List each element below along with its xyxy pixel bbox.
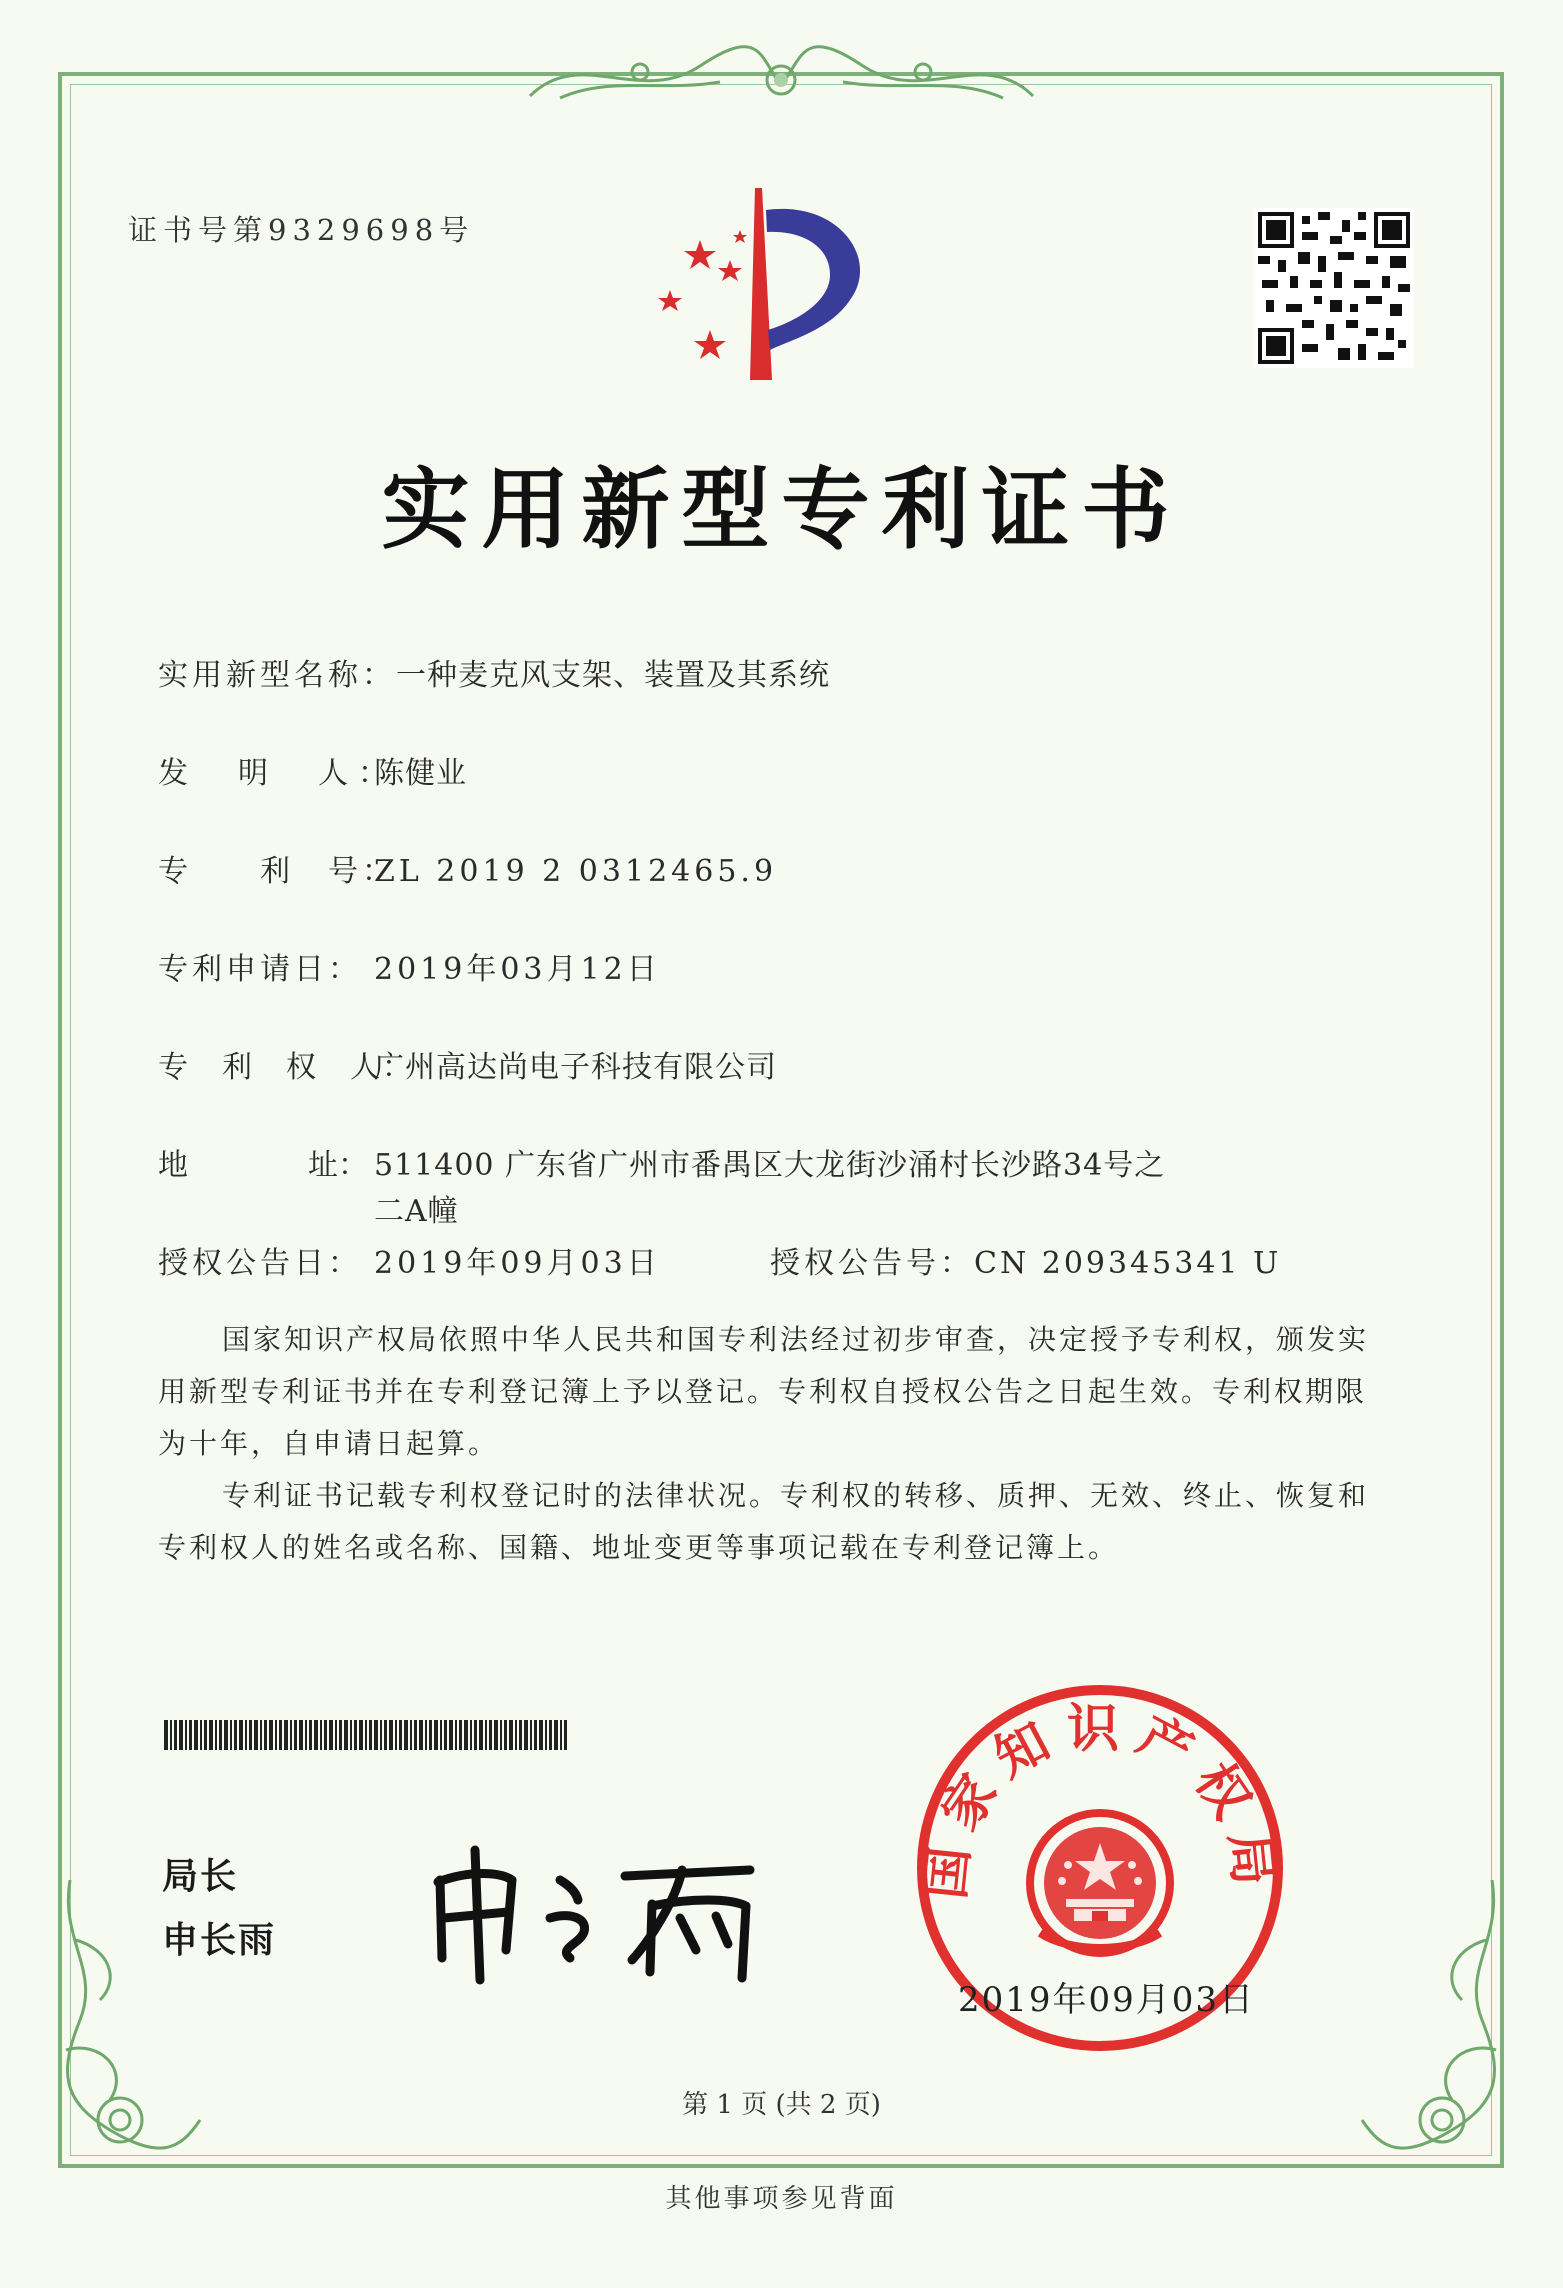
bottom-right-ornament (1352, 1880, 1522, 2180)
certificate-title: 实用新型专利证书 (381, 458, 1182, 561)
announce-no-value: CN 209345341 U (974, 1246, 1282, 1281)
address-label: 地 址： (158, 1148, 368, 1183)
patentee-value: 广州高达尚电子科技有限公司 (374, 1050, 777, 1085)
statement-paragraph-2: 专利证书记载专利权登记时的法律状况。专利权的转移、质押、无效、终止、恢复和专利权人的姓名或名称、国籍、地址变更等事项记载在专利登记簿上。 (158, 1479, 1370, 1564)
footer-note: 其他事项参见背面 (665, 2184, 898, 2214)
patentee-row (158, 1042, 777, 1086)
cnipa-emblem (640, 180, 890, 390)
address-row-2 (374, 1186, 459, 1230)
inventor-label: 发 明 人： (158, 756, 398, 791)
director-name: 申长雨 (162, 1920, 277, 1961)
announce-date-label: 授权公告日： (158, 1246, 362, 1281)
announce-date-value: 2019年09月03日 (374, 1246, 661, 1281)
seal-date: 2019年09月03日 (958, 1980, 1256, 2020)
model-name-value: 一种麦克风支架、装置及其系统 (396, 658, 830, 693)
certificate-number: 证书号第9329698号 (128, 213, 475, 247)
announce-no-row (770, 1238, 1281, 1282)
model-name-label: 实用新型名称： (158, 658, 396, 693)
page-number: 第 1 页 (共 2 页) (682, 2090, 881, 2120)
patent-no-value: ZL 2019 2 0312465.9 (374, 854, 778, 889)
address-line1: 511400 广东省广州市番禺区大龙街沙涌村长沙路34号之 (374, 1148, 1166, 1183)
patent-no-label: 专 利 号： (158, 854, 396, 889)
patentee-label: 专 利 权 人： (158, 1050, 414, 1085)
director-title: 局长 (162, 1856, 239, 1897)
seal-text: 国家知识产权局 (915, 1699, 1285, 1902)
inventor-row (158, 748, 467, 792)
qr-code (1254, 208, 1414, 368)
filing-date-label: 专利申请日： (158, 952, 362, 987)
model-name-row (158, 650, 830, 694)
address-row (158, 1140, 1165, 1184)
patent-no-row (158, 846, 777, 890)
announce-no-label: 授权公告号： (770, 1246, 974, 1281)
top-ornament (520, 36, 1043, 116)
announce-date-row (158, 1238, 661, 1282)
barcode (164, 1720, 572, 1750)
statement-paragraph-1: 国家知识产权局依照中华人民共和国专利法经过初步审查，决定授予专利权，颁发实用新型专利证书并在专利登记簿上予以登记。专利权自授权公告之日起生效。专利权期限为十年，自申请日起算。 (158, 1323, 1370, 1460)
national-emblem-icon (1030, 1813, 1170, 1953)
filing-date-row (158, 944, 661, 988)
inventor-value: 陈健业 (374, 756, 467, 791)
address-line2: 二A幢 (374, 1194, 459, 1229)
filing-date-value: 2019年03月12日 (374, 952, 661, 987)
director-signature (420, 1840, 780, 1990)
